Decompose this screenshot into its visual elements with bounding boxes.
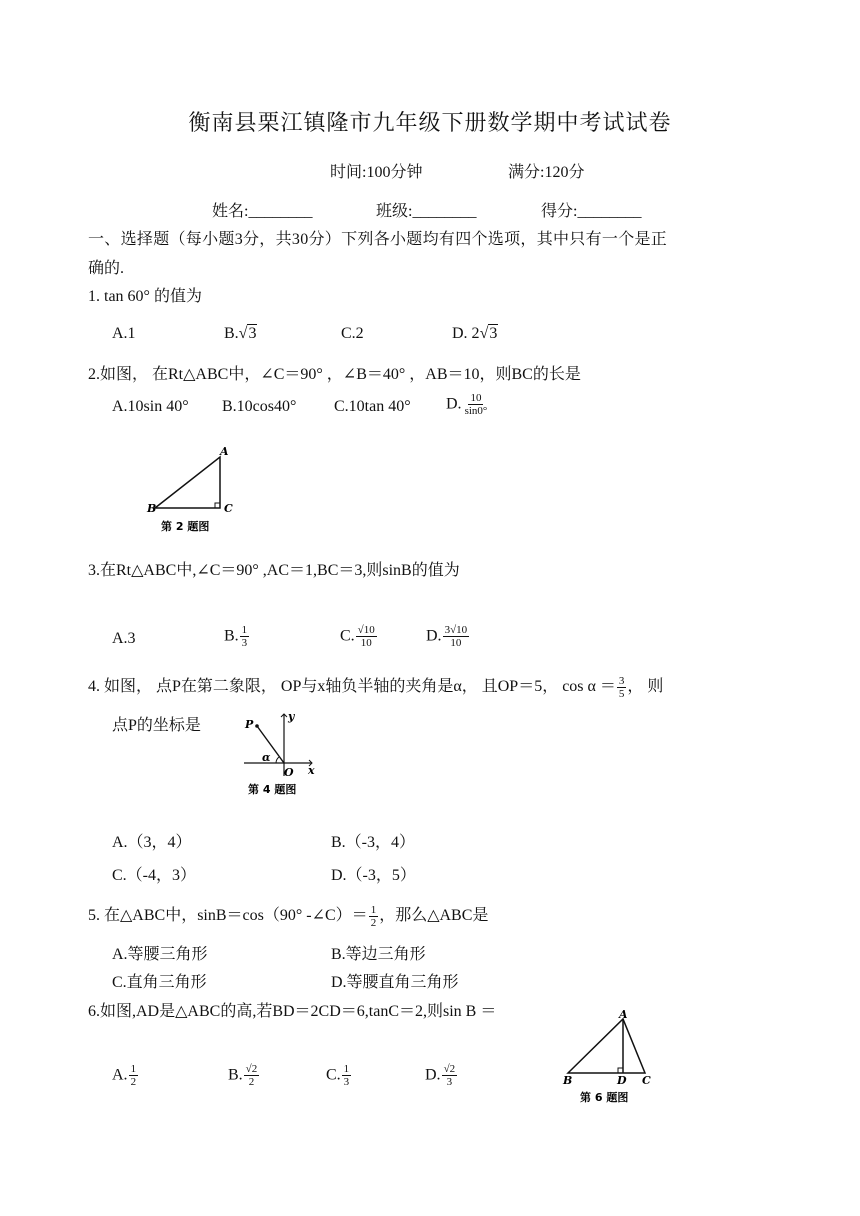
- q3-option-d: D. $\frac{3√10}{10}$: [426, 624, 468, 649]
- q6-option-b: B. $\frac{√2}{2}$: [228, 1063, 258, 1088]
- q2-figure: [145, 444, 245, 536]
- label-a: A: [220, 445, 229, 458]
- label-d: D: [617, 1074, 627, 1087]
- q2-figure-caption: 第 2 题图: [161, 520, 210, 533]
- q6-figure-caption: 第 6 题图: [580, 1091, 629, 1104]
- q6-option-a: A. $\frac{1}{2}$: [112, 1063, 137, 1088]
- q4-stem-line2: 点P的坐标是: [112, 717, 201, 734]
- label-o: O: [284, 766, 294, 779]
- q5-option-b: B.等边三角形: [331, 946, 426, 963]
- q2-option-d: D. $\frac{10}{\sin 0^\circ}$: [446, 392, 488, 417]
- q1-option-a: A.1: [112, 325, 136, 342]
- q2-option-a: A.10sin 40°: [112, 398, 189, 415]
- score-field: 得分:________: [541, 203, 642, 220]
- q3-stem: 3.在Rt△ABC中,∠C＝90° ,AC＝1,BC＝3,则sinB的值为: [88, 562, 460, 579]
- q1-stem: 1. tan 60° 的值为: [88, 288, 202, 305]
- q4-option-b: B.（-3，4）: [331, 834, 416, 851]
- q4-figure: [240, 706, 325, 798]
- q5-option-c: C.直角三角形: [112, 974, 207, 991]
- q6-option-c: C. $\frac{1}{3}$: [326, 1063, 350, 1088]
- triangle-abc: [568, 1019, 645, 1073]
- q3-option-a: A.3: [112, 630, 136, 647]
- q2-option-b: B.10cos40°: [222, 398, 297, 415]
- triangle-abc: [155, 457, 220, 508]
- q4-option-c: C.（-4，3）: [112, 867, 197, 884]
- q5-option-a: A.等腰三角形: [112, 946, 208, 963]
- q4-option-a: A.（3，4）: [112, 834, 192, 851]
- label-a: A: [619, 1008, 628, 1021]
- section-heading-cont: 确的.: [88, 260, 125, 277]
- q3-option-b: B. $\frac{1}{3}$: [224, 624, 248, 649]
- q1-option-b: B.√3: [224, 325, 257, 342]
- label-alpha: α: [262, 751, 271, 764]
- label-y: y: [288, 710, 295, 723]
- q2-stem: 2.如图， 在Rt△ABC中，∠C＝90° ，∠B＝40° ，AB＝10，则BC的长是: [88, 366, 581, 383]
- name-field: 姓名:________: [212, 203, 313, 220]
- q2-option-c: C.10tan 40°: [334, 398, 411, 415]
- q6-figure: [560, 1008, 660, 1108]
- label-x: x: [308, 764, 315, 777]
- q6-stem: 6.如图,AD是△ABC的高,若BD＝2CD＝6,tanC＝2,则sin B ＝: [88, 1003, 497, 1020]
- q4-option-d: D.（-3，5）: [331, 867, 416, 884]
- label-p: P: [245, 718, 254, 731]
- q5-stem: 5. 在△ABC中，sinB＝cos（90° -∠C）＝ $\frac{1}{2}$ ，那么△ABC是: [88, 903, 489, 929]
- label-c: C: [642, 1074, 651, 1087]
- label-b: B: [147, 502, 157, 515]
- q4-stem: 4. 如图， 点P在第二象限， OP与x轴负半轴的夹角是α， 且OP＝5， cos α ＝ $\frac{3}{5}$ ， 则: [88, 674, 664, 700]
- label-b: B: [563, 1074, 573, 1087]
- page-title: 衡南县栗江镇隆市九年级下册数学期中考试试卷: [188, 110, 672, 135]
- q3-option-c: C. $\frac{√10}{10}$: [340, 624, 375, 649]
- section-heading: 一、选择题（每小题3分，共30分）下列各小题均有四个选项，其中只有一个是正: [88, 231, 668, 248]
- q6-option-d: D. $\frac{√2}{3}$: [425, 1063, 456, 1088]
- full-score: 满分:120分: [508, 164, 585, 181]
- q1-option-d: D. 2√3: [452, 325, 498, 342]
- time-limit: 时间:100分钟: [330, 164, 423, 181]
- q1-option-c: C.2: [341, 325, 364, 342]
- q4-figure-caption: 第 4 题图: [248, 783, 297, 796]
- label-c: C: [224, 502, 233, 515]
- class-field: 班级:________: [376, 203, 477, 220]
- q5-option-d: D.等腰直角三角形: [331, 974, 459, 991]
